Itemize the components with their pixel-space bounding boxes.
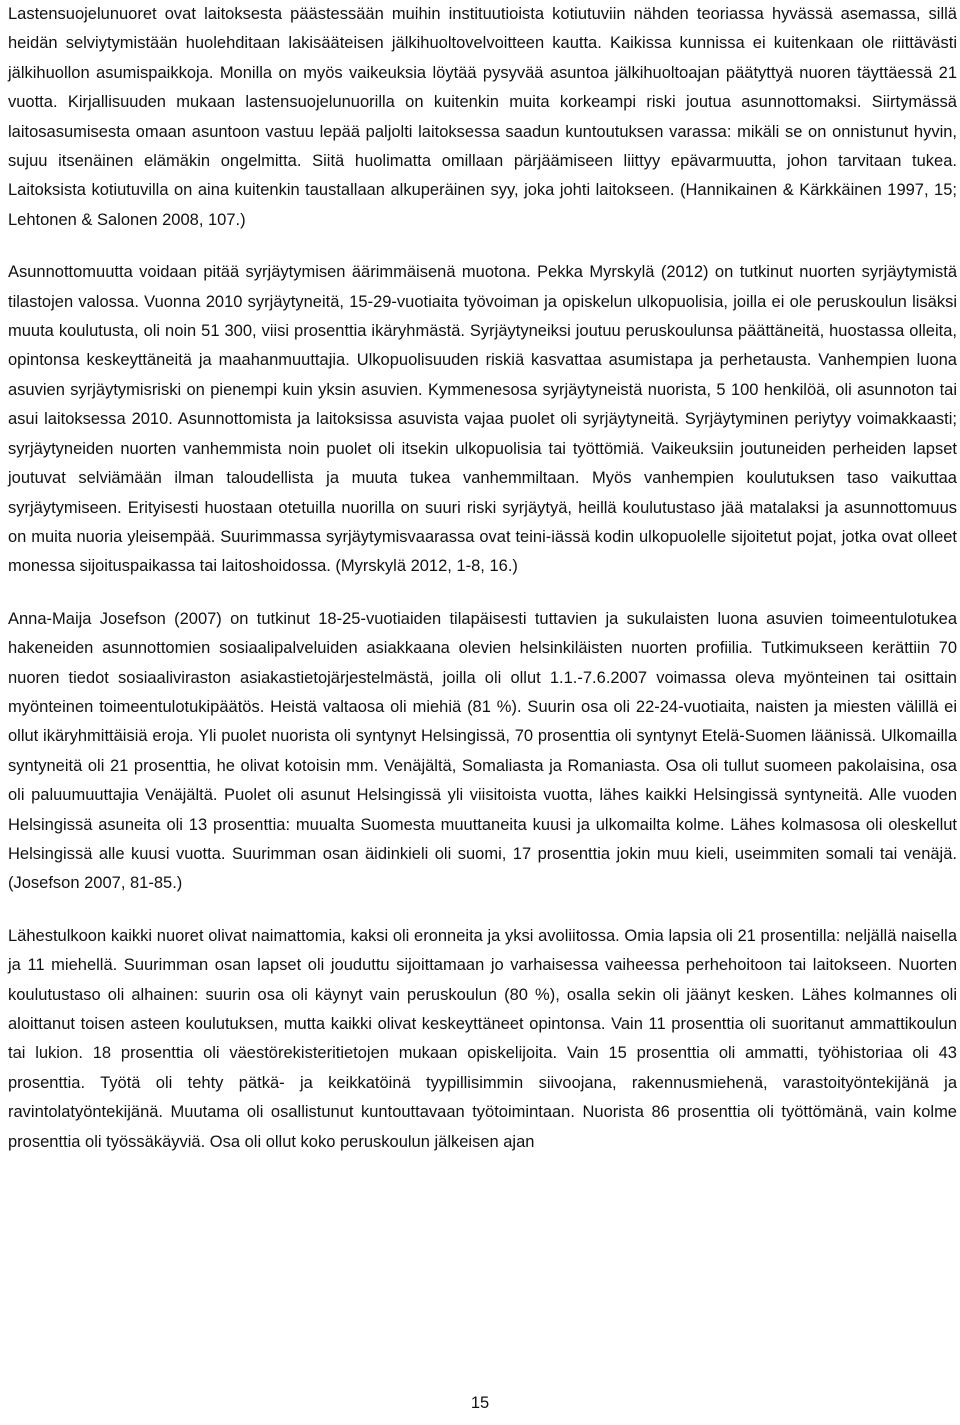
paragraph-youth-background: Lähestulkoon kaikki nuoret olivat naimattomia, kaksi oli eronneita ja yksi avoliitossa. Omia lapsia oli 21 prosentilla: neljällä naisella ja 11 miehellä. Suurimman osan lapset oli jouduttu sijoittamaan jo varhaisessa vaiheessa perhehoitoon tai laitokseen. Nuorten koulutustaso oli alhainen: suurin osa oli käynyt vain peruskoulun (80 %), osalla sekin oli jäänyt kesken. Lähes kolmannes oli aloittanut toisen asteen koulutuksen, mutta kaikki olivat keskeyttäneet opintonsa. Vain 11 prosenttia oli suoritanut ammattikoulun tai lukion. 18 prosenttia oli väestörekisteritietojen mukaan opiskelijoita. Vain 15 prosenttia oli ammatti, työhistoriaa oli 43 prosenttia. Työtä oli tehty pätkä- ja keikkatöinä tyypillisimmin siivoojana, rakennusmiehenä, varastoityöntekijänä ja ravintolatyöntekijänä. Muutama oli osallistunut kuntouttavaan työtoimintaan. Nuorista 86 prosenttia oli työttömänä, vain kolme prosenttia oli työssäkäyviä. Osa oli ollut koko peruskoulun jälkeisen ajan [8,926,957,1151]
paragraph-josefson-study: Anna-Maija Josefson (2007) on tutkinut 18-25-vuotiaiden tilapäisesti tuttavien ja sukulaisten luona asuvien toimeentulotukea hakeneiden asunnottomien sosiaalipalveluiden asiakkaana olevien helsinkiläisten nuorten profiilia. Tutkimukseen kerättiin 70 nuoren tiedot sosiaaliviraston asiakastietojärjestelmästä, joilla oli ollut 1.1.-7.6.2007 voimassa oleva myönteinen tai osittain myönteinen toimeentulotukipäätös. Heistä valtaosa oli miehiä (81 %). Suurin osa oli 22-24-vuotiaita, naisten ja miesten välillä ei ollut ikäryhmittäisiä eroja. Yli puolet nuorista oli syntynyt Helsingissä, 70 prosenttia oli syntynyt Etelä-Suomen läänissä. Ulkomailla syntyneitä oli 21 prosenttia, he olivat kotoisin mm. Venäjältä, Somaliasta ja Romaniasta. Osa oli tullut suomeen pakolaisina, osa oli paluumuuttajia Venäjältä. Puolet oli asunut Helsingissä yli viisitoista vuotta, lähes kaikki Helsingissä syntyneitä. Alle vuoden Helsingissä asuneita oli 13 prosenttia: muualta Suomesta muuttaneita kuusi ja ulkomailta kolme. Lähes kolmasosa oli oleskellut Helsingissä alle kuusi vuotta. Suurimman osan äidinkieli oli suomi, 17 prosenttia jokin muu kieli, useimmiten somali tai venäjä. (Josefson 2007, 81-85.) [8,609,957,893]
page-number: 15 [470,1394,490,1412]
paragraph-social-exclusion: Asunnottomuutta voidaan pitää syrjäytymisen äärimmäisenä muotona. Pekka Myrskylä (2012) on tutkinut nuorten syrjäytymistä tilastojen valossa. Vuonna 2010 syrjäytyneitä, 15-29-vuotiaita työvoiman ja opiskelun ulkopuolisia, joilla ei ole peruskoulun lisäksi muuta koulutusta, oli noin 51 300, viisi prosenttia ikäryhmästä. Syrjäytyneiksi joutuu peruskoulunsa päättäneitä, huostassa olleita, opintonsa keskeyttäneitä ja maahanmuuttajia. Ulkopuolisuuden riskiä kasvattaa asumistapa ja perhetausta. Vanhempien luona asuvien syrjäytymisriski on pienempi kuin yksin asuvien. Kymmenesosa syrjäytyneistä nuorista, 5 100 henkilöä, oli asunnoton tai asui laitoksessa 2010. Asunnottomista ja laitoksissa asuvista vajaa puolet oli syrjäytyneitä. Syrjäytyminen periytyy voimakkaasti; syrjäytyneiden nuorten vanhemmista noin puolet oli itsekin ulkopuolisia tai työttömiä. Vaikeuksiin joutuneiden perheiden lapset joutuvat selviämään ilman taloudellista ja muuta tukea vanhemmiltaan. Myös vanhempien koulutuksen taso vaikuttaa syrjäytymiseen. Erityisesti huostaan otetuilla nuorilla on suuri riski syrjäytyä, heillä koulutustaso jää matalaksi ja asunnottomuus on muita nuoria yleisempää. Suurimmassa syrjäytymisvaarassa ovat teini-iässä kodin ulkopuolelle sijoitetut pojat, jotka ovat olleet monessa sijoituspaikassa tai laitoshoidossa. (Myrskylä 2012, 1-8, 16.) [8,263,957,576]
document-body [8,0,957,1157]
paragraph-aftercare: Lastensuojelunuoret ovat laitoksesta päästessään muihin instituutioista kotiutuviin nähden teoriassa hyvässä asemassa, sillä heidän selviytymistään huolehditaan lakisääteisen jälkihuoltovelvoitteen kautta. Kaikissa kunnissa ei kuitenkaan ole riittävästi jälkihuollon asumispaikkoja. Monilla on myös vaikeuksia löytää pysyvää asuntoa jälkihuoltoajan päätyttyä nuoren täyttäessä 21 vuotta. Kirjallisuuden mukaan lastensuojelunuorilla on kuitenkin muita korkeampi riski joutua asunnottomaksi. Siirtymässä laitosasumisesta omaan asuntoon vastuu lepää paljolti laitoksessa saadun kuntoutuksen varassa: mikäli se on onnistunut hyvin, sujuu itsenäinen elämäkin ongelmitta. Siitä huolimatta omillaan pärjäämiseen liittyy epävarmuutta, johon tarvitaan tukea. Laitoksista kotiutuvilla on aina kuitenkin taustallaan alkuperäinen syy, joka johti laitokseen. (Hannikainen & Kärkkäinen 1997, 15; Lehtonen & Salonen 2008, 107.) [8,5,957,229]
